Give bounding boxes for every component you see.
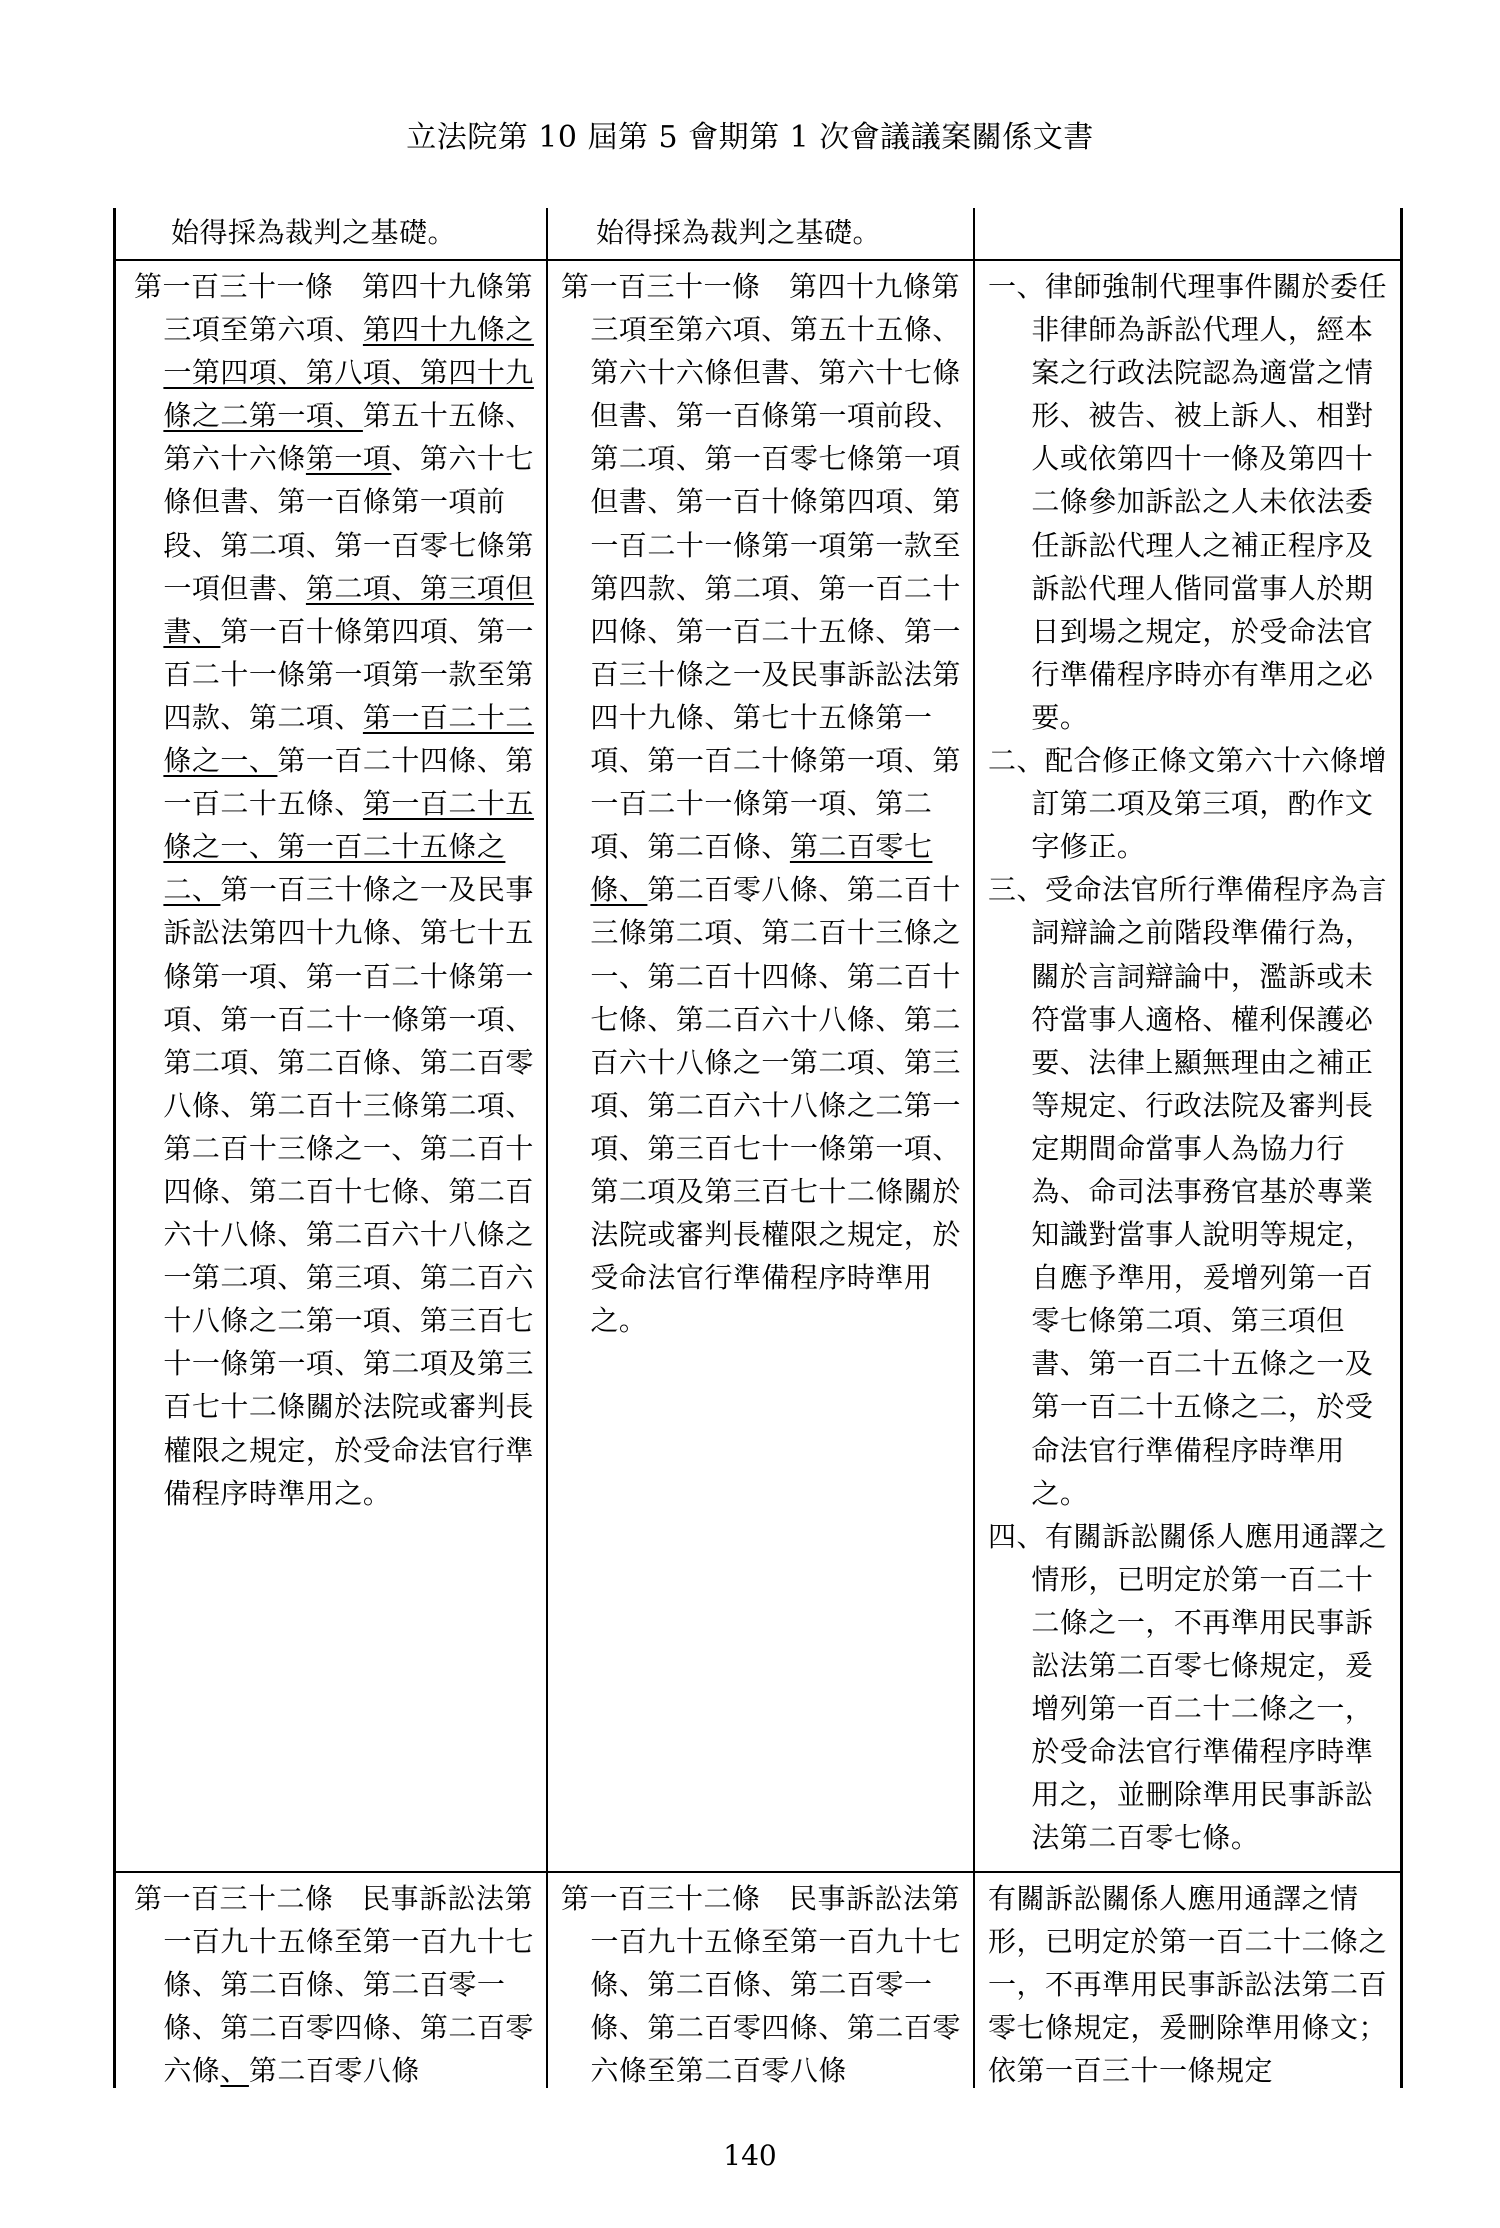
column-divider [973, 208, 975, 2088]
article-132-amended [134, 1877, 534, 2092]
page-number: 140 [723, 2139, 777, 2172]
explanation-item: 三、受命法官所行準備程序為言詞辯論之前階段準備行為，關於言詞辯論中，濫訴或未符當事人適格、權利保護必要、法律上顯無理由之補正等規定、行政法院及審判長定期間命當事人為協力行為、命司法事務官基於專業知識對當事人說明等規定，自應予準用，爰增列第一百零七條第二項、第三項但書、第一百二十五條之一及第一百二十五條之二，於受命法官行準備程序時準用之。 [988, 873, 1388, 1510]
document-header: 立法院第 10 屆第 5 會期第 1 次會議議案關係文書 [406, 120, 1094, 155]
explanation-item: 一、律師強制代理事件關於委任非律師為訴訟代理人，經本案之行政法院認為適當之情形、被告、被上訴人、相對人或依第四十一條及第四十二條參加訴訟之人未依法委任訴訟代理人之補正程序及訴訟代理人偕同當事人於期日到場之規定，於受命法官行準備程序時亦有準用之必要。 [988, 270, 1388, 734]
row1-col1-amended-article [134, 265, 534, 1515]
explanation-item: 二、配合修正條文第六十六條增訂第二項及第三項，酌作文字修正。 [988, 744, 1388, 864]
row0-col2-line: 始得採為裁判之基礎。 [596, 216, 882, 249]
text-segment: 第一百十條第四項、第一百二十一條第一項第一款至第四款、第二項、 [163, 614, 534, 734]
text-segment: 第二百零八條、第二百十三條第二項、第二百十三條之一、第二百十四條、第二百十七條、第二百六十八條、第二百六十八條之一第二項、第三項、第二百六十八條之二第一項、第三百七十一條第一項、第二項及第三百七十二條關於法院或審判長權限之規定，於受命法官行準備程序時準用之。 [590, 873, 961, 1338]
row0-col2-text [596, 211, 956, 254]
article-131-amended [134, 265, 534, 1515]
comparison-table [113, 208, 1403, 2088]
text-segment: 第一百三十二條 民事訴訟法第一百九十五條至第一百九十七條、第二百條、第二百零一條、第二百零四條、第二百零六條 [134, 1882, 534, 2088]
explanation-item: 四、有關訴訟關係人應用通譯之情形，已明定於第一百二十二條之一，不再準用民事訴訟法第二百零七條規定，爰增列第一百二十二條之一，於受命法官行準備程序時準用之，並刪除準用民事訴訟法第二百零七條。 [988, 1519, 1388, 1855]
added-text: 第二項、第三項但書、 [163, 571, 534, 648]
text-segment: 、第六十七條但書、第一百條第一項前段、第二項、第一百零七條第一項但書、 [163, 442, 534, 605]
added-text: 第四十九條之一第四項、第八項、第四十九條之二第一項、 [163, 313, 534, 433]
text-segment: 第二百零八條 [248, 2054, 420, 2088]
row-divider [116, 259, 1400, 261]
added-text: 第一項 [305, 442, 392, 476]
row-divider [116, 1871, 1400, 1873]
row1-col2-current-article [561, 265, 961, 1342]
added-text: 、 [220, 2054, 249, 2088]
row0-col1-line: 始得採為裁判之基礎。 [171, 216, 457, 249]
row0-col1-text [171, 211, 531, 254]
row2-col2-current-article [561, 1877, 961, 2092]
explanation-text: 有關訴訟關係人應用通譯之情形，已明定於第一百二十二條之一，不再準用民事訴訟法第二百零七條規定，爰刪除準用條文；依第一百三十一條規定 [988, 1882, 1388, 2088]
row1-col3-explanation [988, 265, 1388, 1859]
text-segment: 第一百三十條之一及民事訴訟法第四十九條、第七十五條第一項、第一百二十條第一項、第一百二十一條第一項、第二項、第二百條、第二百零八條、第二百十三條第二項、第二百十三條之一、第二百十四條、第二百十七條、第二百六十八條、第二百六十八條之一第二項、第三項、第二百六十八條之二第一項、第三百七十一條第一項、第二項及第三百七十二條關於法院或審判長權限之規定，於受命法官行準備程序時準用之。 [163, 873, 534, 1510]
text-segment: 第五十五條、第六十六條 [163, 399, 534, 476]
article-132-current: 第一百三十二條 民事訴訟法第一百九十五條至第一百九十七條、第二百條、第二百零一條、第二百零四條、第二百零六條至第二百零八條 [561, 1882, 961, 2088]
text-segment: 第一百三十一條 第四十九條第三項至第六項、第五十五條、第六十六條但書、第六十七條但書、第一百條第一項前段、第二項、第一百零七條第一項但書、第一百十條第四項、第一百二十一條第一項第一款至第四款、第二項、第一百二十四條、第一百二十五條、第一百三十條之一及民事訴訟法第四十九條、第七十五條第一項、第一百二十條第一項、第一百二十一條第一項、第二項、第二百條、 [561, 270, 961, 864]
row2-col3-explanation [988, 1877, 1388, 2092]
added-text: 第一百二十五條之一、第一百二十五條之二、 [163, 787, 534, 907]
text-segment: 第一百三十一條 第四十九條第三項至第六項、 [134, 270, 534, 347]
article-131-current [561, 265, 961, 1342]
text-segment: 第一百二十四條、第一百二十五條、 [163, 744, 534, 821]
marked-text: 第二百零七條、 [590, 830, 933, 907]
row2-col1-amended-article [134, 1877, 534, 2092]
column-divider [546, 208, 548, 2088]
added-text: 第一百二十二條之一、 [163, 700, 534, 778]
